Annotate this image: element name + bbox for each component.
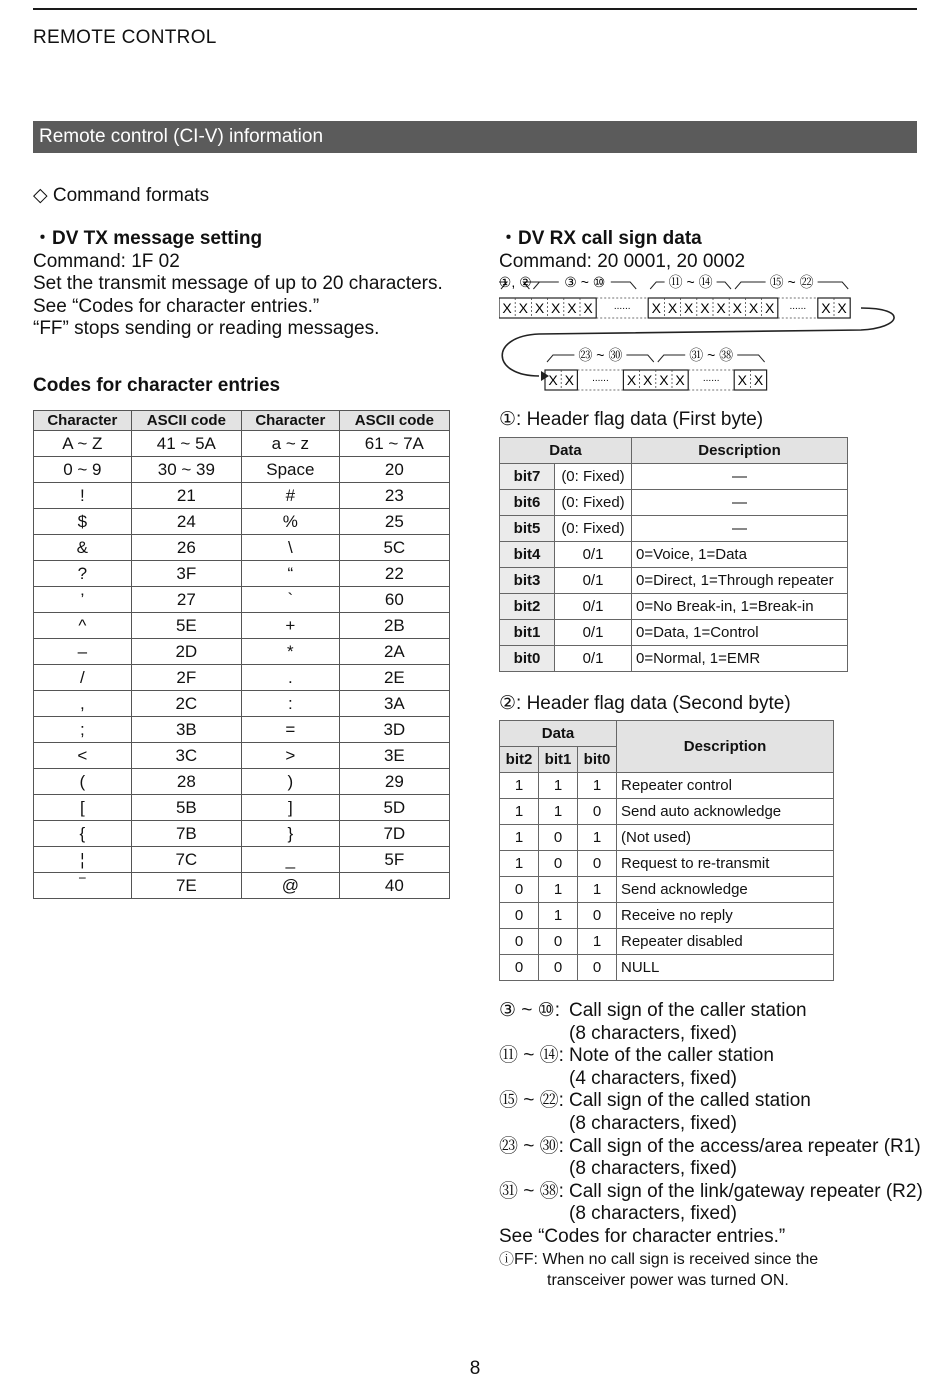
character-cell: & [34, 535, 132, 561]
flag2-row [500, 955, 834, 981]
bit-value: 1 [539, 877, 578, 903]
flag2-row [500, 929, 834, 955]
dv-tx-line: See “Codes for character entries.” [33, 295, 320, 317]
byte-cell: X [659, 372, 669, 388]
ascii-code-cell: 7E [131, 873, 241, 899]
flag1-row [500, 594, 848, 620]
ascii-code-cell: 5F [339, 847, 449, 873]
ascii-code-cell: 3B [131, 717, 241, 743]
character-cell: { [34, 821, 132, 847]
codes-header: ASCII code [339, 411, 449, 431]
bit-value: 1 [578, 929, 617, 955]
dv-tx-line: “FF” stops sending or reading messages. [33, 318, 380, 339]
bit-value: 1 [500, 773, 539, 799]
flag2-title: ②: Header flag data (Second byte) [499, 693, 791, 714]
byte-gap-dots: ...... [789, 301, 807, 312]
ascii-code-cell: 2B [339, 613, 449, 639]
character-cell: ; [34, 717, 132, 743]
bit-value: 0/1 [555, 568, 632, 594]
byte-cell: X [551, 300, 561, 316]
bit-value: 1 [500, 851, 539, 877]
codes-row [34, 743, 450, 769]
bit-value: 0 [500, 955, 539, 981]
bit-description: 0=Data, 1=Control [632, 620, 848, 646]
codes-header: Character [241, 411, 339, 431]
character-cell: ] [241, 795, 339, 821]
byte-gap-dots: ...... [702, 373, 720, 384]
bit-description: Request to re-transmit [617, 851, 834, 877]
character-cell: ¦ [34, 847, 132, 873]
byte-gap-dots: ...... [592, 373, 609, 384]
flag1-table [499, 437, 848, 672]
bit-value: 0 [500, 903, 539, 929]
bit-label: bit7 [500, 464, 555, 490]
dv-rx-heading: ・DV RX call sign data [499, 228, 702, 249]
flag1-header-desc: Description [632, 438, 848, 464]
ascii-code-cell: 3C [131, 743, 241, 769]
byte-cell: X [651, 300, 661, 316]
bit-description: — [632, 516, 848, 542]
bit-description: Send acknowledge [617, 877, 834, 903]
codes-row [34, 535, 450, 561]
running-head: REMOTE CONTROL [33, 27, 217, 48]
ascii-code-cell: 40 [339, 873, 449, 899]
flag2-header-data: Data [500, 721, 617, 747]
character-cell: $ [34, 509, 132, 535]
bit-value: 1 [578, 825, 617, 851]
bit-value: 0 [578, 799, 617, 825]
ascii-code-cell: 5B [131, 795, 241, 821]
character-cell: _ [241, 847, 339, 873]
bit-value: 0 [539, 851, 578, 877]
flag1-body [500, 464, 848, 672]
ascii-code-cell: 30 ~ 39 [131, 457, 241, 483]
group-label: ⑪ ~ ⑭ [668, 274, 713, 290]
character-cell: ) [241, 769, 339, 795]
codes-row [34, 509, 450, 535]
byte-cell: X [548, 372, 558, 388]
bit-value: 0 [578, 955, 617, 981]
character-cell: ` [241, 587, 339, 613]
bit-label: bit5 [500, 516, 555, 542]
byte-cell: X [732, 300, 742, 316]
description-sub: (8 characters, fixed) [569, 1112, 737, 1134]
ascii-code-cell: 26 [131, 535, 241, 561]
flag2-header-desc: Description [617, 721, 834, 773]
command-formats-heading: ◇ Command formats [33, 185, 210, 206]
codes-row [34, 847, 450, 873]
byte-cell: X [837, 300, 847, 316]
character-cell: = [241, 717, 339, 743]
group-label: ㉛ ~ ㊳ [689, 347, 734, 363]
note-line-2: transceiver power was turned ON. [547, 1272, 789, 1289]
description-row [499, 1090, 929, 1113]
flag1-title: ①: Header flag data (First byte) [499, 409, 764, 430]
codes-row [34, 431, 450, 457]
character-cell: a ~ z [241, 431, 339, 457]
bit-label: bit3 [500, 568, 555, 594]
character-cell: > [241, 743, 339, 769]
byte-gap-dots: ...... [613, 301, 631, 312]
bit-description: Repeater control [617, 773, 834, 799]
bit-value: (0: Fixed) [555, 516, 632, 542]
bit-description: Repeater disabled [617, 929, 834, 955]
character-cell: ^ [34, 613, 132, 639]
byte-cell: X [821, 300, 831, 316]
description-row [499, 1000, 929, 1023]
byte-cell: X [684, 300, 694, 316]
group-label: ③ ~ ⑩ [564, 274, 606, 290]
ascii-code-cell: 3A [339, 691, 449, 717]
bit-description: (Not used) [617, 825, 834, 851]
description-text: Note of the caller station [569, 1045, 774, 1067]
codes-title: Codes for character entries [33, 375, 281, 396]
flag2-row [500, 799, 834, 825]
bit-value: 0 [539, 825, 578, 851]
description-text: Call sign of the access/area repeater (R1) [569, 1135, 921, 1157]
ascii-code-cell: 2F [131, 665, 241, 691]
codes-row [34, 665, 450, 691]
character-cell: A ~ Z [34, 431, 132, 457]
bit-description: 0=Voice, 1=Data [632, 542, 848, 568]
flag2-row [500, 877, 834, 903]
bit-value: 0/1 [555, 620, 632, 646]
ascii-code-cell: 5C [339, 535, 449, 561]
bit-value: 0/1 [555, 542, 632, 568]
ascii-code-cell: 7C [131, 847, 241, 873]
codes-row [34, 639, 450, 665]
section-title-bar: Remote control (CI-V) information [33, 121, 917, 153]
codes-row [34, 483, 450, 509]
ascii-code-cell: 27 [131, 587, 241, 613]
page-number: 8 [469, 1358, 481, 1379]
byte-cell: X [748, 300, 759, 316]
group-label: ①, ② [499, 274, 532, 290]
codes-row [34, 457, 450, 483]
byte-cell: X [583, 300, 593, 316]
description-text: Call sign of the caller station [569, 1000, 807, 1021]
description-row [499, 1136, 929, 1159]
ascii-code-cell: 25 [339, 509, 449, 535]
dv-tx-line: Command: 1F 02 [33, 250, 180, 272]
character-cell: * [241, 639, 339, 665]
note-row [499, 1249, 919, 1270]
bit-value: 0 [578, 851, 617, 877]
ascii-code-cell: 3D [339, 717, 449, 743]
description-text: Call sign of the called station [569, 1090, 811, 1112]
flag2-table [499, 720, 834, 981]
ascii-code-cell: 28 [131, 769, 241, 795]
ascii-code-cell: 20 [339, 457, 449, 483]
character-cell: [ [34, 795, 132, 821]
group-label: ⑮ ~ ㉒ [769, 274, 814, 290]
byte-cell: X [567, 300, 577, 316]
description-key: ⑮ ~ ㉒: [499, 1090, 564, 1112]
flag2-body [500, 773, 834, 981]
codes-body [34, 431, 450, 899]
ascii-code-cell: 2C [131, 691, 241, 717]
flag2-row [500, 903, 834, 929]
ascii-code-cell: 29 [339, 769, 449, 795]
codes-row [34, 795, 450, 821]
description-sub: (8 characters, fixed) [569, 1022, 737, 1044]
bit-description: Receive no reply [617, 903, 834, 929]
codes-row [34, 717, 450, 743]
flag1-row [500, 516, 848, 542]
description-row [499, 1045, 929, 1068]
bit-value: 1 [500, 799, 539, 825]
dv-rx-section [499, 228, 919, 273]
flag2-header-row [500, 721, 834, 747]
character-cell: @ [241, 873, 339, 899]
bit-value: 0 [500, 929, 539, 955]
ascii-code-cell: 21 [131, 483, 241, 509]
top-rule [33, 8, 917, 10]
description-key: ⑪ ~ ⑭: [499, 1045, 564, 1067]
ascii-code-cell: 5D [339, 795, 449, 821]
ascii-code-cell: 61 ~ 7A [339, 431, 449, 457]
flag1-header-row [500, 438, 848, 464]
character-cell: ? [34, 561, 132, 587]
description-row [499, 1181, 929, 1204]
ascii-code-cell: 7B [131, 821, 241, 847]
description-sub: (4 characters, fixed) [569, 1067, 737, 1089]
byte-cell: X [626, 372, 637, 388]
ascii-code-cell: 41 ~ 5A [131, 431, 241, 457]
byte-cell: X [564, 372, 574, 388]
bit-label: bit2 [500, 594, 555, 620]
character-cell: < [34, 743, 132, 769]
character-cell: ’ [34, 587, 132, 613]
bit-value: 0 [539, 955, 578, 981]
flag2-bit-header: bit2 [500, 747, 539, 773]
character-cell: ‾ [34, 873, 132, 899]
character-cell: – [34, 639, 132, 665]
character-cell: ! [34, 483, 132, 509]
byte-cell: X [737, 372, 747, 388]
info-icon: ⓘ [499, 1251, 515, 1268]
byte-cell: X [765, 300, 775, 316]
group-label: ㉓ ~ ㉚ [578, 347, 623, 363]
bit-description: 0=No Break-in, 1=Break-in [632, 594, 848, 620]
description-sub: (8 characters, fixed) [569, 1203, 737, 1225]
bit-value: 0 [578, 903, 617, 929]
bit-description: — [632, 490, 848, 516]
description-text: Call sign of the link/gateway repeater (R2) [569, 1180, 923, 1202]
codes-header: Character [34, 411, 132, 431]
codes-table [33, 410, 450, 899]
bit-value: 1 [539, 773, 578, 799]
character-cell: \ [241, 535, 339, 561]
bit-label: bit4 [500, 542, 555, 568]
codes-row [34, 587, 450, 613]
flag1-row [500, 490, 848, 516]
codes-row [34, 769, 450, 795]
character-cell: + [241, 613, 339, 639]
bit-value: 1 [539, 903, 578, 929]
character-cell: } [241, 821, 339, 847]
codes-row [34, 873, 450, 899]
flag1-row [500, 542, 848, 568]
flag2-row [500, 773, 834, 799]
bit-description: 0=Direct, 1=Through repeater [632, 568, 848, 594]
note-line-1: FF: When no call sign is received since the [514, 1251, 819, 1268]
character-cell: . [241, 665, 339, 691]
bit-description: — [632, 464, 848, 490]
flag1-header-data: Data [500, 438, 632, 464]
bit-label: bit1 [500, 620, 555, 646]
flag2-bit-header: bit1 [539, 747, 578, 773]
flag1-row [500, 464, 848, 490]
flag1-row [500, 568, 848, 594]
flag2-bit-header: bit0 [578, 747, 617, 773]
byte-layout-diagram [499, 272, 909, 396]
byte-cell: X [643, 372, 653, 388]
bit-value: (0: Fixed) [555, 464, 632, 490]
bit-label: bit6 [500, 490, 555, 516]
ascii-code-cell: 23 [339, 483, 449, 509]
description-key: ③ ~ ⑩: [499, 1000, 560, 1021]
bit-description: Send auto acknowledge [617, 799, 834, 825]
ascii-code-cell: 2E [339, 665, 449, 691]
description-sub: (8 characters, fixed) [569, 1158, 737, 1180]
character-cell: Space [241, 457, 339, 483]
codes-row [34, 821, 450, 847]
byte-cell: X [667, 300, 678, 316]
ascii-code-cell: 24 [131, 509, 241, 535]
character-cell: , [34, 691, 132, 717]
codes-row [34, 561, 450, 587]
bit-description: NULL [617, 955, 834, 981]
bit-value: 1 [500, 825, 539, 851]
dv-tx-line: Set the transmit message of up to 20 characters. [33, 273, 443, 294]
character-cell: 0 ~ 9 [34, 457, 132, 483]
ascii-code-cell: 2D [131, 639, 241, 665]
bit-value: 0 [539, 929, 578, 955]
bit-value: 0 [500, 877, 539, 903]
byte-cell: X [502, 300, 512, 316]
byte-cell: X [518, 300, 528, 316]
bit-value: 0/1 [555, 646, 632, 672]
description-key: ㉛ ~ ㊳: [499, 1180, 564, 1202]
codes-header-row [34, 411, 450, 431]
bit-label: bit0 [500, 646, 555, 672]
ascii-code-cell: 2A [339, 639, 449, 665]
bit-description: 0=Normal, 1=EMR [632, 646, 848, 672]
diagram-row-1 [499, 274, 850, 318]
dv-tx-heading: ・DV TX message setting [33, 228, 263, 249]
character-cell: / [34, 665, 132, 691]
note-block [499, 1249, 919, 1291]
description-key: ㉓ ~ ㉚: [499, 1135, 564, 1157]
field-descriptions [499, 1000, 929, 1249]
codes-row [34, 613, 450, 639]
character-cell: ( [34, 769, 132, 795]
bit-value: 1 [578, 877, 617, 903]
byte-cell: X [700, 300, 710, 316]
codes-row [34, 691, 450, 717]
ascii-code-cell: 7D [339, 821, 449, 847]
codes-header: ASCII code [131, 411, 241, 431]
bit-value: 1 [539, 799, 578, 825]
dv-tx-section [33, 228, 463, 341]
flag2-row [500, 825, 834, 851]
bit-value: (0: Fixed) [555, 490, 632, 516]
dv-rx-command: Command: 20 0001, 20 0002 [499, 250, 746, 272]
ascii-code-cell: 5E [131, 613, 241, 639]
character-cell: : [241, 691, 339, 717]
bit-value: 0/1 [555, 594, 632, 620]
byte-cell: X [753, 372, 764, 388]
ascii-code-cell: 3F [131, 561, 241, 587]
flag2-row [500, 851, 834, 877]
byte-cell: X [534, 300, 545, 316]
ascii-code-cell: 22 [339, 561, 449, 587]
flag1-row [500, 646, 848, 672]
ascii-code-cell: 3E [339, 743, 449, 769]
byte-cell: X [716, 300, 726, 316]
character-cell: # [241, 483, 339, 509]
character-cell: “ [241, 561, 339, 587]
bit-value: 1 [578, 773, 617, 799]
ascii-code-cell: 60 [339, 587, 449, 613]
see-codes-line: See “Codes for character entries.” [499, 1225, 786, 1247]
character-cell: % [241, 509, 339, 535]
byte-cell: X [675, 372, 685, 388]
flag1-row [500, 620, 848, 646]
diagram-row-2 [545, 347, 767, 390]
